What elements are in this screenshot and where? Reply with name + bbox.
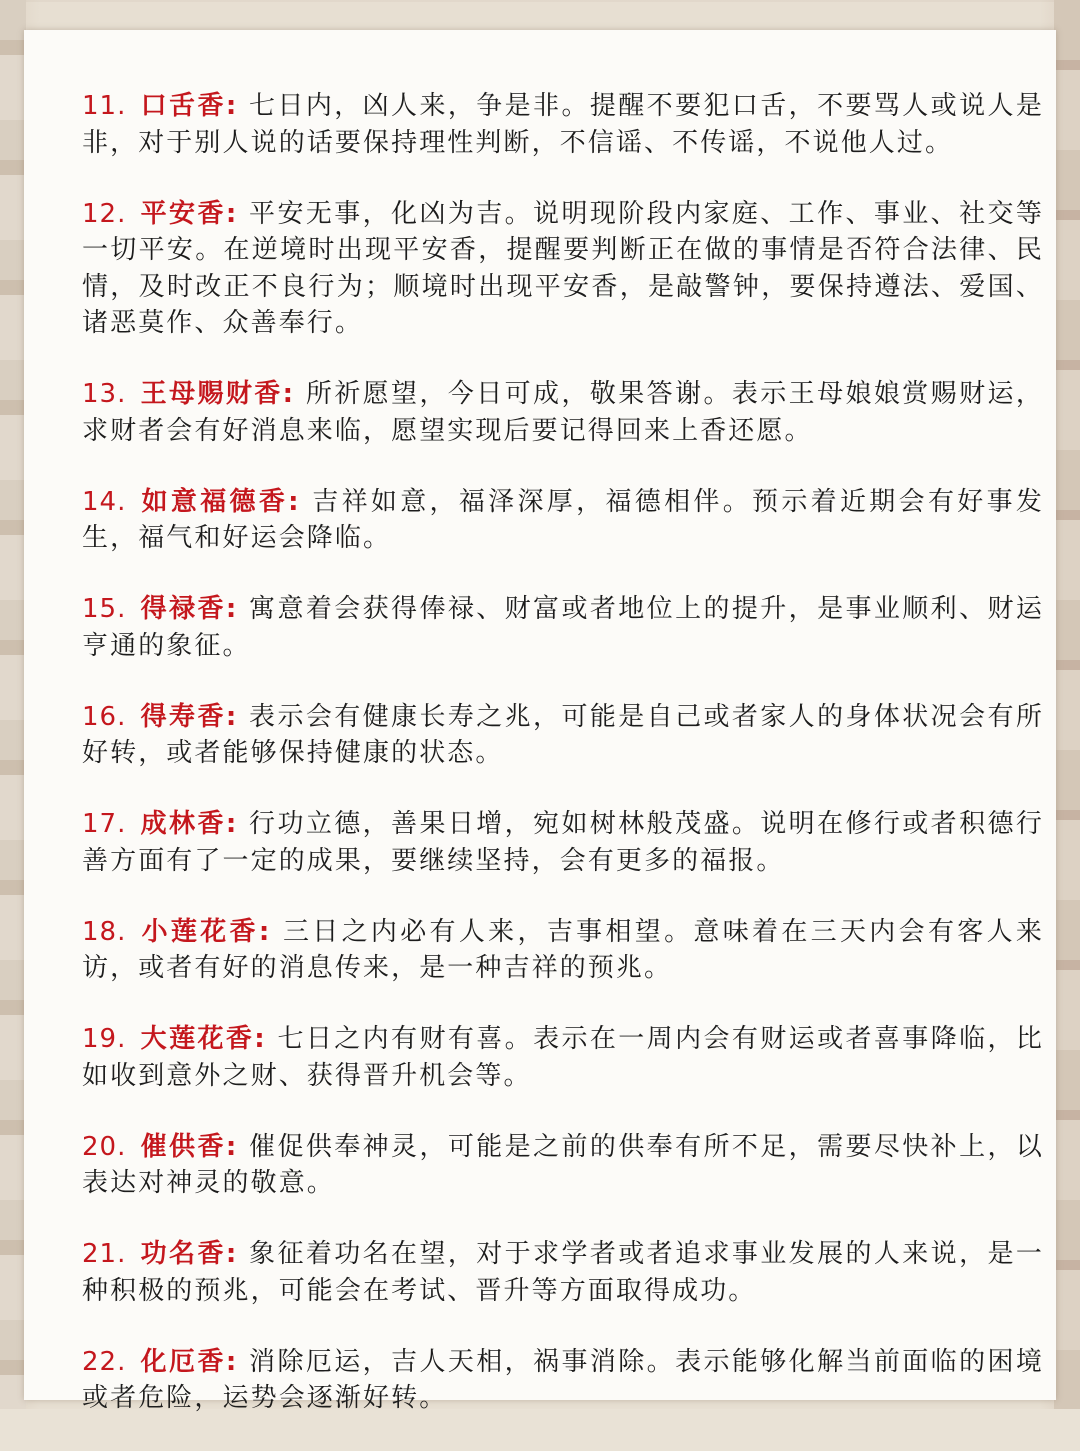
content-card: [24, 30, 1056, 1413]
entry-term: 大莲花香:: [140, 1024, 267, 1054]
entry-description: 所祈愿望，今日可成，敬果答谢。表示王母娘娘赏赐财运，求财者会有好消息来临，愿望实现后要记得回来上香还愿。: [82, 379, 1044, 446]
entry-12: [82, 196, 1044, 342]
entry-number: 11.: [82, 91, 127, 121]
entry-description: 三日之内必有人来，吉事相望。意味着在三天内会有客人来访，或者有好的消息传来，是一种吉祥的预兆。: [82, 916, 1044, 983]
entry-11: [82, 88, 1044, 161]
entry-14: [82, 484, 1044, 557]
entry-term: 得寿香:: [140, 701, 239, 732]
entry-description: 寓意着会获得俸禄、财富或者地位上的提升，是事业顺利、财运亨通的象征。: [82, 594, 1044, 661]
entry-term: 成林香:: [140, 809, 239, 839]
background-edge-right: [1054, 0, 1080, 1409]
entry-number: 17.: [82, 809, 127, 839]
entry-16: [82, 699, 1044, 772]
entry-term: 化厄香:: [140, 1346, 239, 1377]
entry-term: 催供香:: [140, 1131, 239, 1162]
entry-term: 口舌香:: [140, 91, 239, 121]
entry-22: [82, 1344, 1044, 1417]
entry-list: [82, 88, 1044, 1451]
entry-number: 22.: [82, 1346, 127, 1377]
entry-term: 功名香:: [140, 1239, 239, 1269]
entry-21: [82, 1236, 1044, 1309]
entry-13: [82, 376, 1044, 449]
entry-number: 14.: [82, 486, 127, 517]
entry-description: 消除厄运，吉人天相，祸事消除。表示能够化解当前面临的困境或者危险，运势会逐渐好转。: [82, 1346, 1044, 1413]
entry-17: [82, 806, 1044, 879]
entry-number: 13.: [82, 379, 127, 409]
entry-term: 平安香:: [140, 198, 239, 229]
entry-20: [82, 1129, 1044, 1202]
entry-description: 七日内，凶人来，争是非。提醒不要犯口舌，不要骂人或说人是非，对于别人说的话要保持理性判断，不信谣、不传谣，不说他人过。: [82, 91, 1044, 158]
entry-number: 16.: [82, 701, 127, 732]
entry-description: 催促供奉神灵，可能是之前的供奉有所不足，需要尽快补上，以表达对神灵的敬意。: [82, 1131, 1044, 1198]
entry-description: 七日之内有财有喜。表示在一周内会有财运或者喜事降临，比如收到意外之财、获得晋升机会等。: [82, 1024, 1044, 1091]
entry-description: 表示会有健康长寿之兆，可能是自己或者家人的身体状况会有所好转，或者能够保持健康的状态。: [82, 701, 1044, 768]
entry-description: 象征着功名在望，对于求学者或者追求事业发展的人来说，是一种积极的预兆，可能会在考试、晋升等方面取得成功。: [82, 1239, 1044, 1306]
entry-15: [82, 591, 1044, 664]
entry-18: [82, 914, 1044, 987]
background-edge-left: [0, 0, 26, 1409]
entry-19: [82, 1021, 1044, 1094]
entry-description: 行功立德，善果日增，宛如树林般茂盛。说明在修行或者积德行善方面有了一定的成果，要继续坚持，会有更多的福报。: [82, 809, 1044, 876]
entry-term: 得禄香:: [140, 594, 239, 624]
entry-number: 21.: [82, 1239, 127, 1269]
entry-term: 小莲花香:: [140, 916, 272, 947]
entry-term: 王母赐财香:: [140, 379, 296, 409]
entry-number: 18.: [82, 916, 127, 947]
entry-term: 如意福德香:: [140, 486, 301, 517]
entry-description: 平安无事，化凶为吉。说明现阶段内家庭、工作、事业、社交等一切平安。在逆境时出现平安香，提醒要判断正在做的事情是否符合法律、民情，及时改正不良行为；顺境时出现平安香，是敲警钟，要保持遵法、爱国、诸恶莫作、众善奉行。: [82, 198, 1044, 338]
entry-number: 19.: [82, 1024, 127, 1054]
entry-number: 15.: [82, 594, 127, 624]
entry-number: 12.: [82, 198, 127, 229]
entry-number: 20.: [82, 1131, 127, 1162]
entry-description: 吉祥如意，福泽深厚，福德相伴。预示着近期会有好事发生，福气和好运会降临。: [82, 486, 1044, 553]
